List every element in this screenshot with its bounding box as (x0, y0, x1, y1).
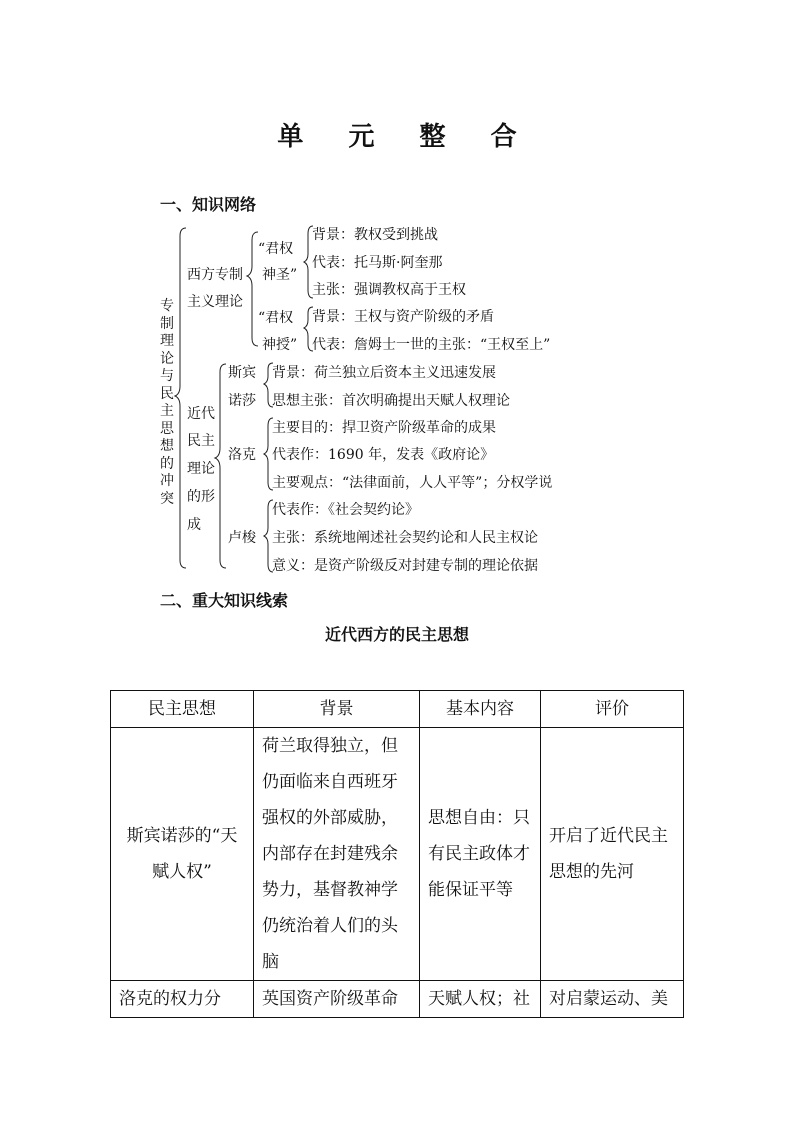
table-row (111, 981, 684, 1018)
root-brace (175, 228, 186, 568)
sub1-item: 主张：强调教权高于王权 (312, 282, 466, 298)
sub2-label-line1: “君权 (258, 310, 294, 326)
table-header-cell: 背景 (254, 691, 420, 728)
tree-root-label: 专制理论与民主思想的冲突 (160, 298, 174, 507)
table-cell: 英国资产阶级革命 (254, 981, 420, 1018)
rousseau-label: 卢梭 (228, 530, 256, 546)
spinoza-item: 背景：荷兰独立后资本主义迅速发展 (272, 365, 496, 381)
table-cell: 思想自由：只有民主政体才能保证平等 (420, 728, 541, 981)
table-subtitle: 近代西方的民主思想 (324, 625, 469, 644)
spinoza-label-line1: 斯宾 (228, 365, 256, 381)
rousseau-item: 意义：是资产阶级反对封建专制的理论依据 (272, 558, 538, 574)
locke-label: 洛克 (228, 447, 256, 463)
branch1-brace (247, 232, 258, 346)
branch2-label-line: 理论 (187, 461, 215, 477)
branch1-label-line1: 西方专制 (187, 267, 243, 283)
spinoza-label-line2: 诺莎 (228, 393, 256, 409)
sub1-label-line1: “君权 (258, 241, 294, 257)
table-cell: 天赋人权；社 (420, 981, 541, 1018)
section-heading-key-clues: 二、重大知识线索 (160, 591, 289, 610)
table-header-row (111, 691, 684, 728)
branch2-label-line: 近代 (187, 406, 215, 422)
page-title: 单 元 整 合 (277, 122, 535, 152)
sub2-item: 背景：王权与资产阶级的矛盾 (312, 309, 494, 325)
table-row (111, 728, 684, 981)
table-header-cell: 评价 (541, 691, 684, 728)
branch2-label-line: 民主 (187, 433, 215, 449)
sub1-label-line2: 神圣” (262, 267, 298, 283)
table-cell: 洛克的权力分 (111, 981, 254, 1018)
table-header-cell: 民主思想 (111, 691, 254, 728)
locke-item: 主要观点：“法律面前，人人平等”；分权学说 (272, 475, 553, 491)
spinoza-item: 思想主张：首次明确提出天赋人权理论 (272, 393, 510, 409)
sub2-label-line2: 神授” (262, 337, 298, 353)
branch2-label-line: 成 (187, 517, 201, 533)
table-cell: 对启蒙运动、美 (541, 981, 684, 1018)
table-header-cell: 基本内容 (420, 691, 541, 728)
sub2-item: 代表：詹姆士一世的主张：“王权至上” (312, 337, 551, 353)
rousseau-item: 主张：系统地阐述社会契约论和人民主权论 (272, 530, 538, 546)
sub1-item: 背景：教权受到挑战 (312, 227, 438, 243)
locke-item: 代表作：1690 年，发表《政府论》 (272, 447, 495, 463)
democracy-thought-table (110, 690, 684, 1018)
branch1-label-line2: 主义理论 (187, 294, 243, 310)
locke-item: 主要目的：捍卫资产阶级革命的成果 (272, 420, 496, 436)
rousseau-item: 代表作：《社会契约论》 (272, 502, 419, 518)
table-cell: 斯宾诺莎的“天赋人权” (111, 728, 254, 981)
table-cell: 开启了近代民主思想的先河 (541, 728, 684, 981)
branch2-label-line: 的形 (187, 489, 215, 505)
sub1-item: 代表：托马斯·阿奎那 (312, 255, 443, 271)
branch2-brace (215, 364, 226, 568)
table-cell: 荷兰取得独立，但仍面临来自西班牙强权的外部威胁，内部存在封建残余势力，基督教神学仍统治着人们的头脑 (254, 728, 420, 981)
section-heading-knowledge-network: 一、知识网络 (160, 195, 257, 214)
